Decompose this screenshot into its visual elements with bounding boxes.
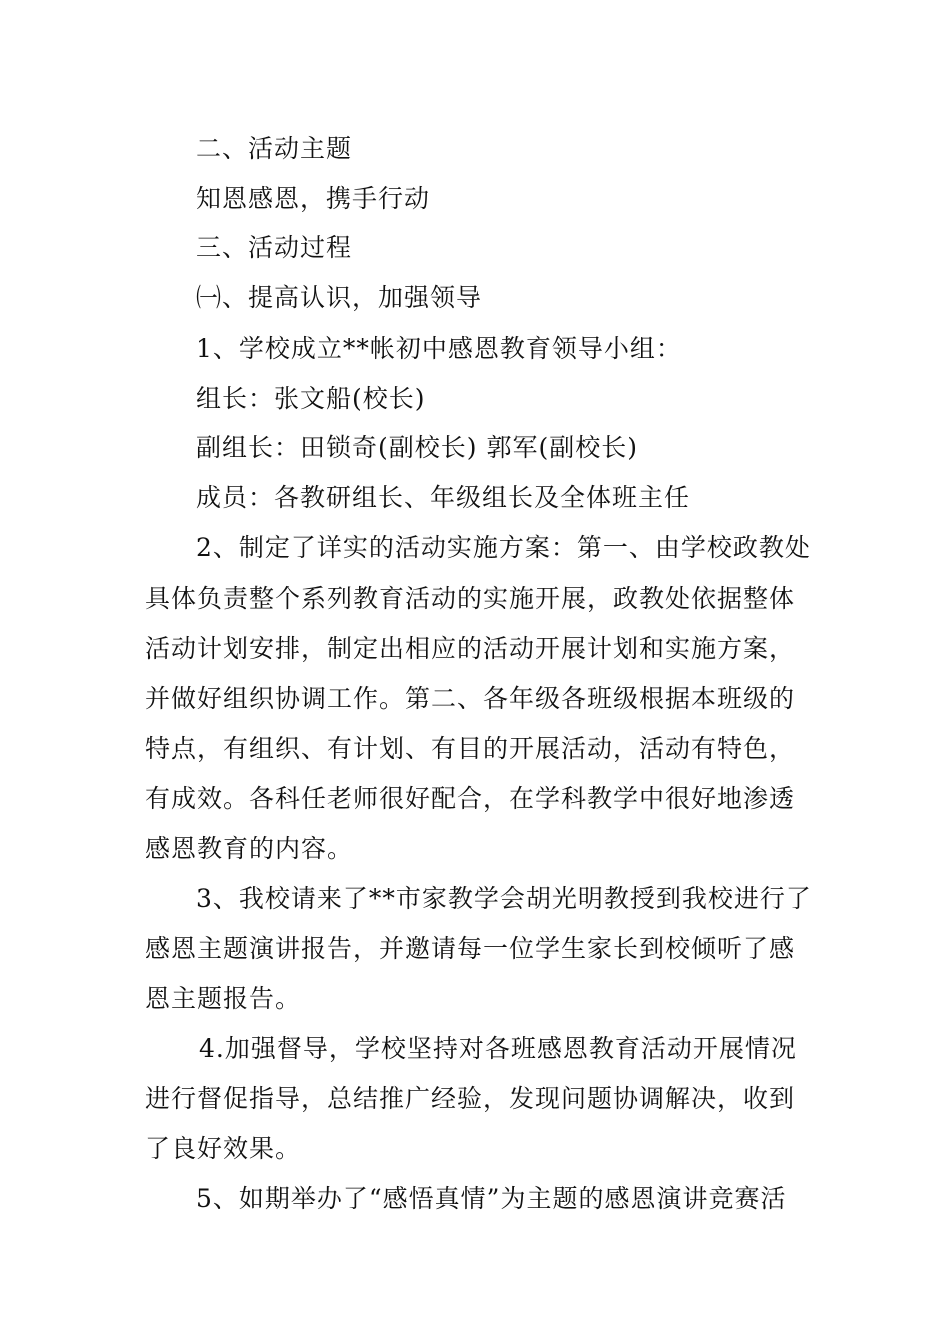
paragraph-line: 感恩主题演讲报告，并邀请每一位学生家长到校倾听了感 xyxy=(145,934,796,963)
paragraph-line: 了良好效果。 xyxy=(145,1134,302,1163)
paragraph-line: 4.加强督导，学校坚持对各班感恩教育活动开展情况 xyxy=(199,1034,797,1063)
paragraph-line: 恩主题报告。 xyxy=(145,984,302,1013)
list-item: 成员：各教研组长、年级组长及全体班主任 xyxy=(196,483,691,512)
section-heading-process: 三、活动过程 xyxy=(196,233,353,262)
paragraph-line: 特点，有组织、有计划、有目的开展活动，活动有特色， xyxy=(145,734,796,763)
paragraph-line: 感恩教育的内容。 xyxy=(145,834,354,863)
list-item: 1、学校成立**帐初中感恩教育领导小组： xyxy=(196,334,682,363)
paragraph-line: 5、如期举办了“感悟真情”为主题的感恩演讲竞赛活 xyxy=(196,1184,787,1213)
list-item: 副组长：田锁奇(副校长) 郭军(副校长) xyxy=(196,433,638,462)
paragraph-line: 并做好组织协调工作。第二、各年级各班级根据本班级的 xyxy=(145,684,796,713)
paragraph-line: 有成效。各科任老师很好配合，在学科教学中很好地渗透 xyxy=(145,784,796,813)
theme-text: 知恩感恩，携手行动 xyxy=(196,184,431,213)
paragraph-line: 3、我校请来了**市家教学会胡光明教授到我校进行了 xyxy=(196,884,812,913)
paragraph-line: 2、制定了详实的活动实施方案：第一、由学校政教处 xyxy=(196,533,811,562)
section-heading-theme: 二、活动主题 xyxy=(196,134,353,163)
paragraph-line: 进行督促指导，总结推广经验，发现问题协调解决，收到 xyxy=(145,1084,796,1113)
paragraph-line: 活动计划安排，制定出相应的活动开展计划和实施方案， xyxy=(145,634,796,663)
list-item: 组长：张文船(校长) xyxy=(196,384,426,413)
subsection-heading: ㈠、提高认识，加强领导 xyxy=(196,283,483,312)
paragraph-line: 具体负责整个系列教育活动的实施开展，政教处依据整体 xyxy=(145,584,796,613)
